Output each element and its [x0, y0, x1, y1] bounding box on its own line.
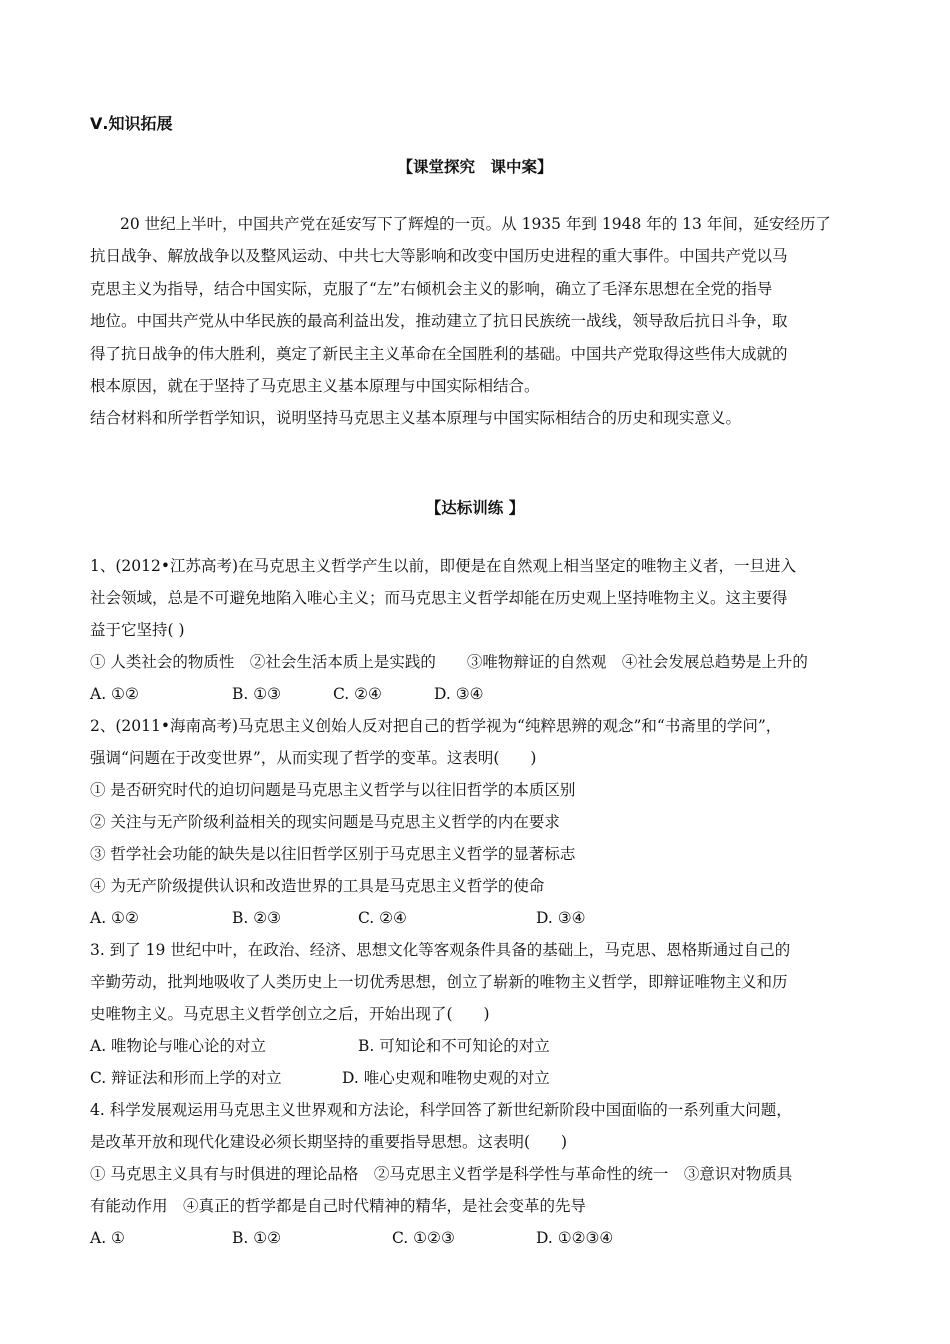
option-b: B. ②③ [232, 909, 282, 927]
option-a: A. ①② [90, 909, 139, 927]
question-stem: 3. 到了 19 世纪中叶，在政治、经济、思想文化等客观条件具备的基础上，马克思、恩格斯通过自己的 [90, 941, 791, 959]
passage-line: 地位。中国共产党从中华民族的最高利益出发，推动建立了抗日民族统一战线，领导敌后抗日斗争，取 [90, 312, 788, 330]
option-c: C. ②④ [358, 909, 407, 927]
option-b: B. ①② [232, 1229, 282, 1247]
option-c: C. ①②③ [392, 1229, 455, 1247]
training-heading: 【达标训练 】 [425, 499, 525, 517]
question-stem: 4. 科学发展观运用马克思主义世界观和方法论，科学回答了新世纪新阶段中国面临的一系列重大问题， [90, 1101, 792, 1119]
question-statement: ① 马克思主义具有与时俱进的理论品格 ②马克思主义哲学是科学性与革命性的统一 ③意识对物质具 [90, 1165, 793, 1183]
question-statement: 有能动作用 ④真正的哲学都是自己时代精神的精华，是社会变革的先导 [90, 1197, 587, 1215]
question-stem: 2、(2011•海南高考)马克思主义创始人反对把自己的哲学视为“纯粹思辨的观念”和“书斋里的学问”， [90, 717, 782, 735]
passage-line: 抗日战争、解放战争以及整风运动、中共七大等影响和改变中国历史进程的重大事件。中国共产党以马 [90, 247, 788, 265]
option-a: A. ①② [90, 685, 139, 703]
option-a: A. ① [90, 1229, 125, 1247]
question-stem: 辛勤劳动，批判地吸收了人类历史上一切优秀思想，创立了崭新的唯物主义哲学，即辩证唯物主义和历 [90, 973, 788, 991]
question-statement: ① 人类社会的物质性 ②社会生活本质上是实践的 ③唯物辩证的自然观 ④社会发展总趋势是上升的 [90, 653, 808, 671]
section-title: Ⅴ.知识拓展 [90, 114, 173, 133]
passage-line: 20 世纪上半叶，中国共产党在延安写下了辉煌的一页。从 1935 年到 1948 年的 13 年间，延安经历了 [120, 215, 831, 233]
passage-line: 得了抗日战争的伟大胜利，奠定了新民主主义革命在全国胜利的基础。中国共产党取得这些伟大成就的 [90, 345, 788, 363]
question-stem: 社会领域，总是不可避免地陷入唯心主义；而马克思主义哲学却能在历史观上坚持唯物主义。这主要得 [90, 589, 788, 607]
passage-line: 克思主义为指导，结合中国实际，克服了“左”右倾机会主义的影响，确立了毛泽东思想在全党的指导 [90, 280, 773, 298]
question-statement: ② 关注与无产阶级利益相关的现实问题是马克思主义哲学的内在要求 [90, 813, 560, 831]
option-d: D. 唯心史观和唯物史观的对立 [342, 1069, 550, 1087]
passage-line: 根本原因，就在于坚持了马克思主义基本原理与中国实际相结合。 [90, 377, 540, 395]
task-prompt: 结合材料和所学哲学知识，说明坚持马克思主义基本原理与中国实际相结合的历史和现实意义。 [90, 409, 742, 427]
question-stem: 是改革开放和现代化建设必须长期坚持的重要指导思想。这表明( ) [90, 1133, 568, 1151]
option-d: D. ③④ [536, 909, 586, 927]
option-c: C. 辩证法和形而上学的对立 [90, 1069, 282, 1087]
question-stem: 1、(2012•江苏高考)在马克思主义哲学产生以前，即便是在自然观上相当坚定的唯物主义者，一旦进入 [90, 557, 797, 575]
question-statement: ③ 哲学社会功能的缺失是以往旧哲学区别于马克思主义哲学的显著标志 [90, 845, 576, 863]
question-statement: ① 是否研究时代的迫切问题是马克思主义哲学与以往旧哲学的本质区别 [90, 781, 576, 799]
question-stem: 强调“问题在于改变世界”，从而实现了哲学的变革。这表明( ) [90, 749, 537, 767]
option-b: B. ①③ [232, 685, 282, 703]
option-a: A. 唯物论与唯心论的对立 [90, 1037, 267, 1055]
option-c: C. ②④ [333, 685, 382, 703]
question-statement: ④ 为无产阶级提供认识和改造世界的工具是马克思主义哲学的使命 [90, 877, 545, 895]
option-d: D. ①②③④ [536, 1229, 614, 1247]
question-stem: 史唯物主义。马克思主义哲学创立之后，开始出现了( ) [90, 1005, 490, 1023]
option-d: D. ③④ [434, 685, 484, 703]
class-heading: 【课堂探究 课中案】 [397, 158, 553, 176]
option-b: B. 可知论和不可知论的对立 [358, 1037, 550, 1055]
question-stem: 益于它坚持( ) [90, 621, 185, 639]
